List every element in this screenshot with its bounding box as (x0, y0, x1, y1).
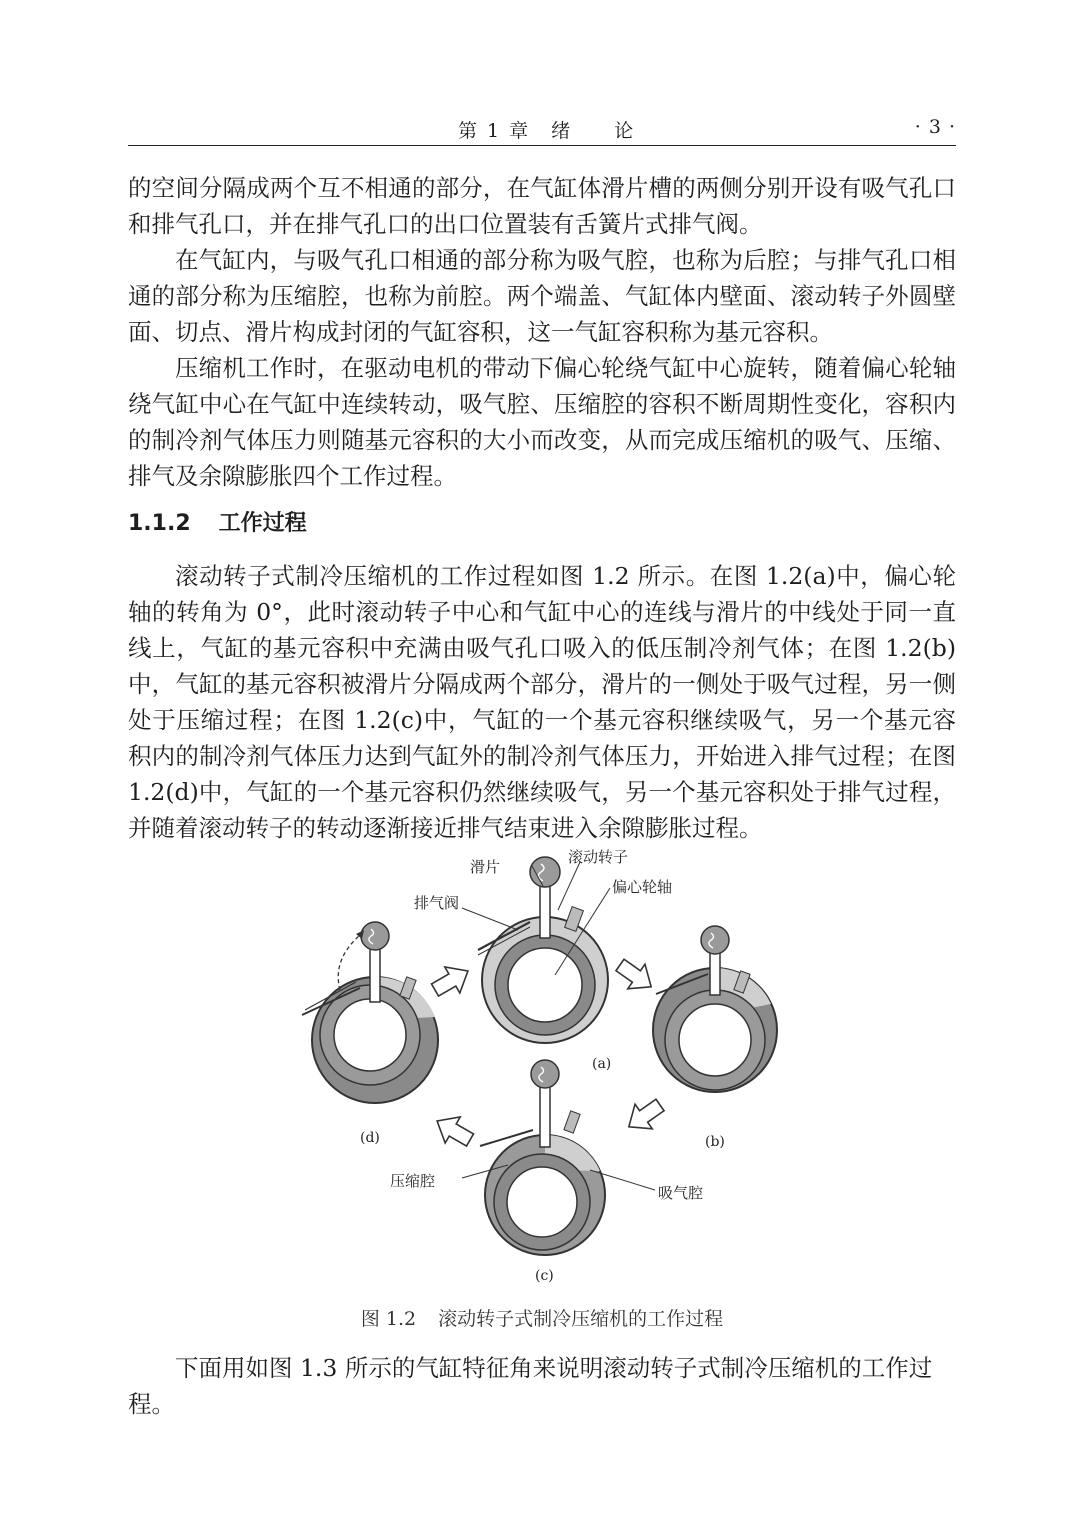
label-suction-chamber: 吸气腔 (658, 1184, 704, 1202)
section-heading (128, 506, 307, 537)
label-rolling-rotor: 滚动转子 (568, 848, 629, 866)
label-a: (a) (592, 1056, 612, 1072)
figure-rolling-rotor-compressor (290, 840, 810, 1300)
label-b: (b) (705, 1134, 725, 1150)
arrow-a-to-b (611, 953, 659, 999)
unit-b (653, 926, 777, 1092)
paragraph-4: 滚动转子式制冷压缩机的工作过程如图 1.2 所示。在图 1.2(a)中，偏心轮轴的转角为 0°，此时滚动转子中心和气缸中心的连线与滑片的中线处于同一直线上，气缸的基元容积中充满由吸气孔口吸入的低压制冷剂气体；在图 1.2(b)中，气缸的基元容积被滑片分隔成两个部分，滑片的一侧处于吸气过程，另一侧处于压缩过程；在图 1.2(c)中，气缸的一个基元容积继续吸气，另一个基元容积内的制冷剂气体压力达到气缸外的制冷剂气体压力，开始进入排气过程；在图 1.2(d)中，气缸的一个基元容积仍然继续吸气，另一个基元容积处于排气过程，并随着滚动转子的转动逐渐接近排气结束进入余隙膨胀过程。 (128, 562, 956, 842)
figure-caption (128, 1304, 956, 1331)
leader-valve (462, 908, 518, 930)
paragraph-3: 压缩机工作时，在驱动电机的带动下偏心轮绕气缸中心旋转，随着偏心轮轴绕气缸中心在气缸中连续转动，吸气腔、压缩腔的容积不断周期性变化，容积内的制冷剂气体压力则随基元容积的大小而改变，从而完成压缩机的吸气、压缩、排气及余隙膨胀四个工作过程。 (128, 354, 956, 490)
paragraph-5: 下面用如图 1.3 所示的气缸特征角来说明滚动转子式制冷压缩机的工作过程。 (128, 1354, 933, 1418)
section-title: 工作过程 (218, 511, 307, 536)
chapter-title: 第 1 章 绪 论 (458, 120, 636, 142)
leader-rotor (558, 862, 580, 910)
label-eccentric-shaft: 偏心轮轴 (612, 878, 673, 896)
label-compression-chamber: 压缩腔 (390, 1172, 436, 1190)
compressor-diagram (290, 840, 810, 1300)
label-d: (d) (360, 1130, 380, 1146)
label-slider: 滑片 (470, 858, 501, 876)
arrow-b-to-c (620, 1093, 668, 1139)
caption-text: 滚动转子式制冷压缩机的工作过程 (438, 1308, 724, 1330)
unit-a (478, 857, 608, 1043)
running-header (128, 110, 956, 148)
header-rule (128, 145, 956, 146)
page-number: · 3 · (914, 116, 956, 138)
unit-d (302, 922, 438, 1103)
unit-c (480, 1060, 605, 1255)
label-discharge-valve: 排气阀 (414, 894, 460, 912)
section-number: 1.1.2 (128, 511, 191, 536)
label-c: (c) (535, 1268, 554, 1284)
arrow-c-to-d (430, 1108, 478, 1153)
caption-number: 图 1.2 (360, 1308, 417, 1330)
arrow-d-to-a (428, 958, 476, 1003)
paragraph-1: 的空间分隔成两个互不相通的部分，在气缸体滑片槽的两侧分别开设有吸气孔口和排气孔口，并在排气孔口的出口位置装有舌簧片式排气阀。 (128, 174, 956, 238)
paragraph-2: 在气缸内，与吸气孔口相通的部分称为吸气腔，也称为后腔；与排气孔口相通的部分称为压缩腔，也称为前腔。两个端盖、气缸体内壁面、滚动转子外圆壁面、切点、滑片构成封闭的气缸容积，这一气缸容积称为基元容积。 (128, 246, 956, 346)
